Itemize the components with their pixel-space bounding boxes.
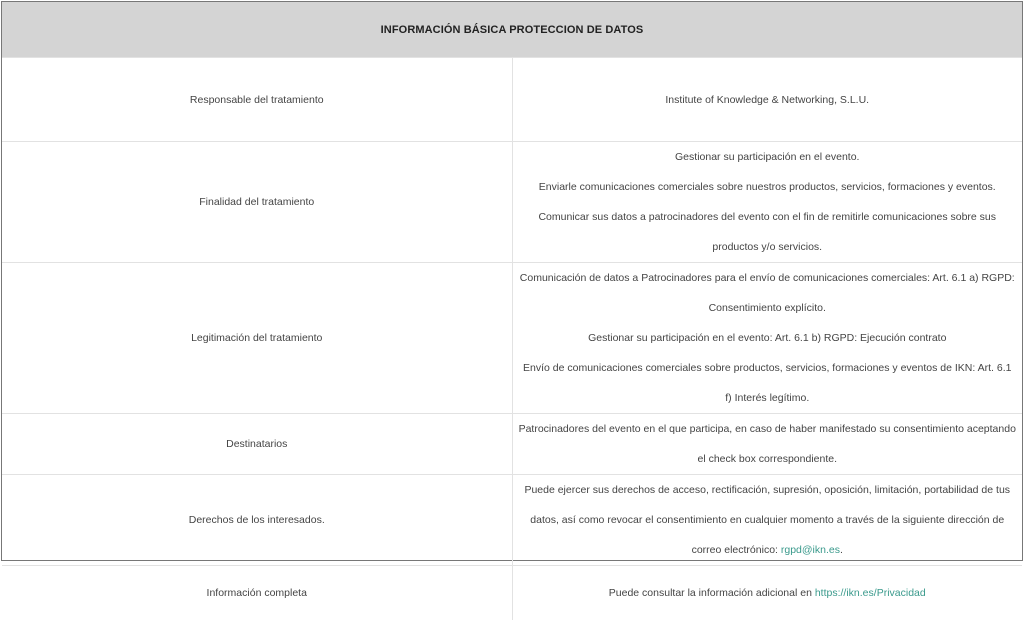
destinatarios-text: Patrocinadores del evento en el que participa, en caso de haber manifestado su consentimiento aceptando el check box correspondiente. — [518, 423, 1016, 465]
derechos-suffix: . — [839, 544, 843, 556]
rgpd-email-link[interactable]: rgpd@ikn.es — [780, 544, 840, 556]
derechos-paragraph — [519, 475, 1017, 565]
table-header-row — [2, 2, 1022, 58]
finalidad-line-1: Gestionar su participación en el evento. — [675, 151, 860, 163]
legitimacion-line-1: Comunicación de datos a Patrocinadores para el envío de comunicaciones comerciales: Art. 6.1 a) RGPD: Consentimiento explícito. — [519, 272, 1015, 314]
table-row-responsable — [2, 58, 1022, 142]
row-label-derechos: Derechos de los interesados. — [2, 475, 512, 566]
row-value-derechos — [512, 475, 1022, 566]
data-protection-panel — [1, 1, 1023, 599]
table-row-legitimacion — [2, 263, 1022, 414]
data-protection-table — [2, 2, 1022, 620]
row-label-destinatarios: Destinatarios — [2, 414, 512, 475]
privacy-policy-link[interactable]: https://ikn.es/Privacidad — [814, 586, 926, 599]
legitimacion-line-2: Gestionar su participación en el evento: Art. 6.1 b) RGPD: Ejecución contrato — [588, 332, 947, 344]
table-row-finalidad — [2, 142, 1022, 263]
row-value-finalidad — [512, 142, 1022, 263]
row-label-completa: Información completa — [2, 566, 512, 620]
completa-text: Puede consultar la información adicional en — [608, 586, 812, 599]
row-label-finalidad: Finalidad del tratamiento — [2, 142, 512, 263]
row-value-completa — [512, 566, 1022, 620]
legitimacion-line-3: Envío de comunicaciones comerciales sobre productos, servicios, formaciones y eventos de IKN: Art. 6.1 f) Interés legítimo. — [523, 362, 1012, 404]
finalidad-line-3: Comunicar sus datos a patrocinadores del evento con el fin de remitirle comunicaciones sobre sus productos y/o servicios. — [538, 211, 997, 253]
finalidad-line-2: Enviarle comunicaciones comerciales sobre nuestros productos, servicios, formaciones y eventos. — [538, 181, 996, 193]
row-label-legitimacion: Legitimación del tratamiento — [2, 263, 512, 414]
row-value-responsable — [512, 58, 1022, 142]
responsable-text: Institute of Knowledge & Networking, S.L.U. — [665, 93, 870, 106]
table-row-completa — [2, 566, 1022, 620]
row-value-destinatarios — [512, 414, 1022, 475]
derechos-text: Puede ejercer sus derechos de acceso, rectificación, supresión, oposición, limitación, portabilidad de tus datos, así como revocar el consentimiento en cualquier momento a través de la siguiente dirección de correo electrónico: — [524, 484, 1011, 556]
table-row-destinatarios — [2, 414, 1022, 475]
row-label-responsable: Responsable del tratamiento — [2, 58, 512, 142]
row-value-legitimacion — [512, 263, 1022, 414]
table-title: INFORMACIÓN BÁSICA PROTECCION DE DATOS — [2, 2, 1022, 58]
completa-paragraph — [519, 578, 1017, 608]
table-row-derechos — [2, 475, 1022, 566]
